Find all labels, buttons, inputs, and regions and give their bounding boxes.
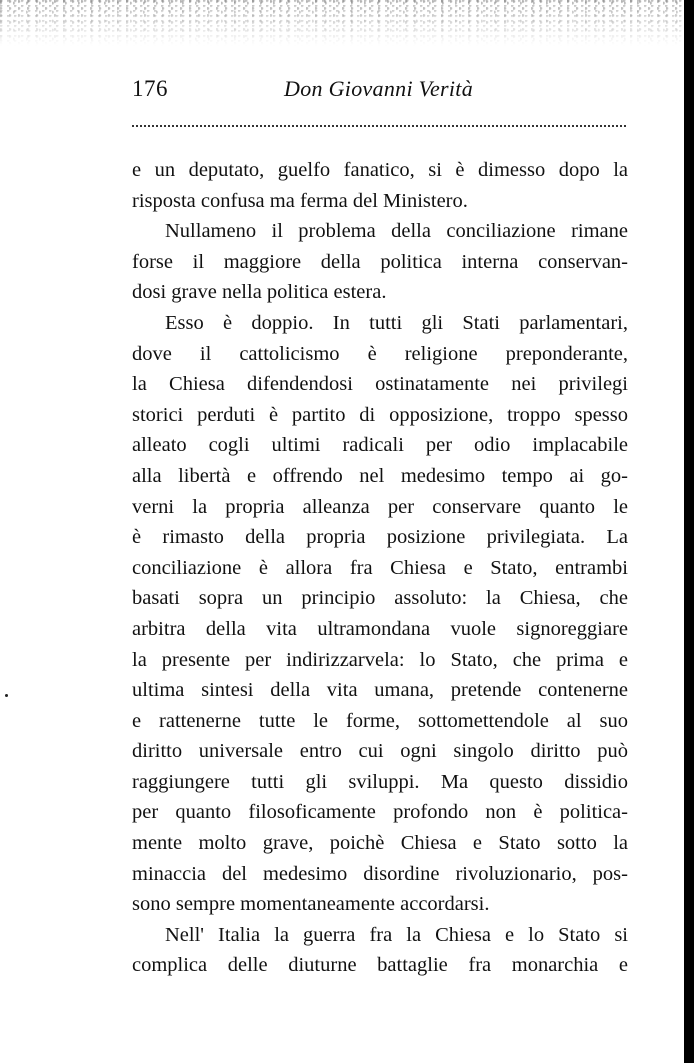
text-line: minaccia del medesimo disordine rivoluzionario, pos- — [132, 862, 628, 885]
text-line: mente molto grave, poichè Chiesa e Stato sotto la — [132, 832, 628, 855]
text-line: alleato cogli ultimi radicali per odio implacabile — [132, 434, 628, 457]
text-line: e un deputato, guelfo fanatico, si è dimesso dopo la — [132, 159, 628, 181]
scan-noise-top — [0, 0, 694, 46]
text-line: raggiungere tutti gli sviluppi. Ma questo dissidio — [132, 770, 628, 793]
text-line: sono sempre momentaneamente accordarsi. — [132, 893, 490, 916]
scan-speck — [5, 694, 8, 697]
text-line: la Chiesa difendendosi ostinatamente nei privilegi — [132, 373, 628, 396]
text-line: basati sopra un principio assoluto: la Chiesa, che — [132, 587, 628, 610]
text-line: alla libertà e offrendo nel medesimo tempo ai go- — [132, 464, 628, 487]
text-line: per quanto filosoficamente profondo non è politica- — [132, 801, 628, 824]
text-line: conciliazione è allora fra Chiesa e Stato, entrambi — [132, 556, 628, 579]
text-line: Esso è doppio. In tutti gli Stati parlamentari, — [165, 311, 628, 334]
text-line: dove il cattolicismo è religione preponderante, — [132, 342, 628, 365]
text-line: diritto universale entro cui ogni singolo diritto può — [132, 740, 628, 763]
text-line: verni la propria alleanza per conservare quanto le — [132, 495, 628, 518]
text-line: Nullameno il problema della conciliazione rimane — [165, 220, 628, 243]
text-line: Nell' Italia la guerra fra la Chiesa e lo Stato si — [165, 923, 628, 946]
text-line: arbitra della vita ultramondana vuole signoreggiare — [132, 617, 628, 640]
text-line: ultima sintesi della vita umana, pretende contenerne — [132, 679, 628, 702]
text-line: è rimasto della propria posizione privilegiata. La — [132, 526, 628, 549]
text-line: complica delle diuturne battaglie fra monarchia e — [132, 954, 628, 977]
text-line: risposta confusa ma ferma del Ministero. — [132, 189, 468, 212]
body-text — [132, 155, 628, 981]
header-divider — [132, 125, 626, 127]
text-line: forse il maggiore della politica interna conservan- — [132, 250, 628, 273]
running-title: Don Giovanni Verità — [284, 76, 474, 101]
scan-border-right — [684, 0, 694, 1063]
page-header — [132, 76, 624, 106]
page-number: 176 — [132, 76, 168, 101]
text-line: dosi grave nella politica estera. — [132, 281, 387, 304]
text-line: e rattenerne tutte le forme, sottomettendole al suo — [132, 709, 628, 732]
text-line: storici perduti è partito di opposizione, troppo spesso — [132, 403, 628, 426]
text-line: la presente per indirizzarvela: lo Stato, che prima e — [132, 648, 628, 671]
